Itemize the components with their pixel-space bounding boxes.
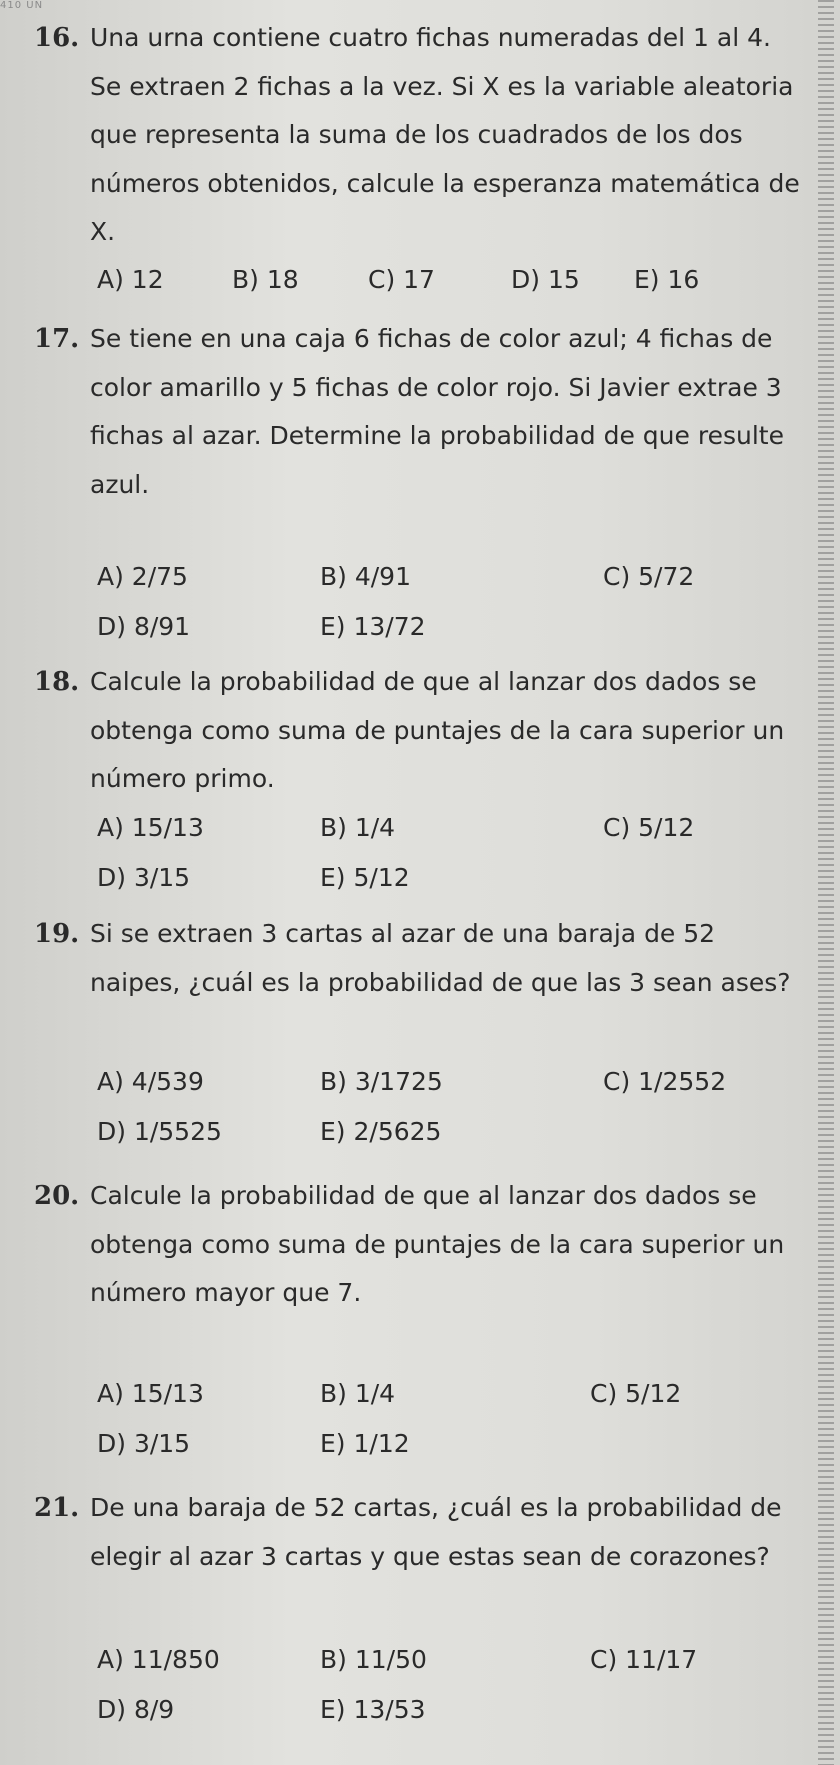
option-e: E) 16 [634, 265, 700, 294]
binding-edge [818, 0, 834, 1765]
option-e: E) 13/72 [320, 612, 426, 641]
option-b: B) 18 [232, 265, 299, 294]
option-c: C) 5/72 [603, 562, 695, 591]
option-a: A) 4/539 [97, 1067, 204, 1096]
question-number: 19. [34, 919, 80, 949]
question-text: De una baraja de 52 cartas, ¿cuál es la probabilidad de elegir al azar 3 cartas y que estas sean de corazones? [90, 1493, 782, 1571]
option-d: D) 3/15 [97, 1429, 191, 1458]
option-e: E) 2/5625 [320, 1117, 442, 1146]
option-d: D) 3/15 [97, 863, 191, 892]
option-e: E) 13/53 [320, 1695, 426, 1724]
option-d: D) 1/5525 [97, 1117, 222, 1146]
option-c: C) 1/2552 [603, 1067, 727, 1096]
question-number: 21. [34, 1493, 80, 1523]
question-number: 16. [34, 23, 80, 53]
option-a: A) 11/850 [97, 1645, 220, 1674]
question-text: Calcule la probabilidad de que al lanzar dos dados se obtenga como suma de puntajes de la cara superior un número mayor que 7. [90, 1181, 785, 1307]
option-b: B) 3/1725 [320, 1067, 443, 1096]
option-d: D) 15 [511, 265, 580, 294]
option-b: B) 11/50 [320, 1645, 427, 1674]
option-e: E) 5/12 [320, 863, 410, 892]
option-c: C) 17 [368, 265, 435, 294]
option-b: B) 4/91 [320, 562, 411, 591]
question-number: 20. [34, 1181, 80, 1211]
option-b: B) 1/4 [320, 813, 396, 842]
option-a: A) 12 [97, 265, 164, 294]
option-d: D) 8/9 [97, 1695, 175, 1724]
option-a: A) 15/13 [97, 813, 204, 842]
question-number: 18. [34, 667, 80, 697]
option-b: B) 1/4 [320, 1379, 396, 1408]
option-d: D) 8/91 [97, 612, 191, 641]
option-c: C) 5/12 [590, 1379, 682, 1408]
option-c: C) 11/17 [590, 1645, 698, 1674]
option-a: A) 2/75 [97, 562, 188, 591]
option-c: C) 5/12 [603, 813, 695, 842]
question-number: 17. [34, 324, 80, 354]
question-text: Una urna contiene cuatro fichas numeradas del 1 al 4. Se extraen 2 fichas a la vez. Si X es la variable aleatoria que representa la suma de los cuadrados de los dos números obtenidos, calcule la esperanza matemática de X. [90, 23, 800, 246]
option-e: E) 1/12 [320, 1429, 410, 1458]
option-a: A) 15/13 [97, 1379, 204, 1408]
question-text: Si se extraen 3 cartas al azar de una baraja de 52 naipes, ¿cuál es la probabilidad de que las 3 sean ases? [90, 919, 791, 997]
question-text: Se tiene en una caja 6 fichas de color azul; 4 fichas de color amarillo y 5 fichas de color rojo. Si Javier extrae 3 fichas al azar. Determine la probabilidad de que resulte azul. [90, 324, 784, 499]
header-strip: 410 UN [0, 0, 44, 11]
question-text: Calcule la probabilidad de que al lanzar dos dados se obtenga como suma de puntajes de la cara superior un número primo. [90, 667, 785, 793]
